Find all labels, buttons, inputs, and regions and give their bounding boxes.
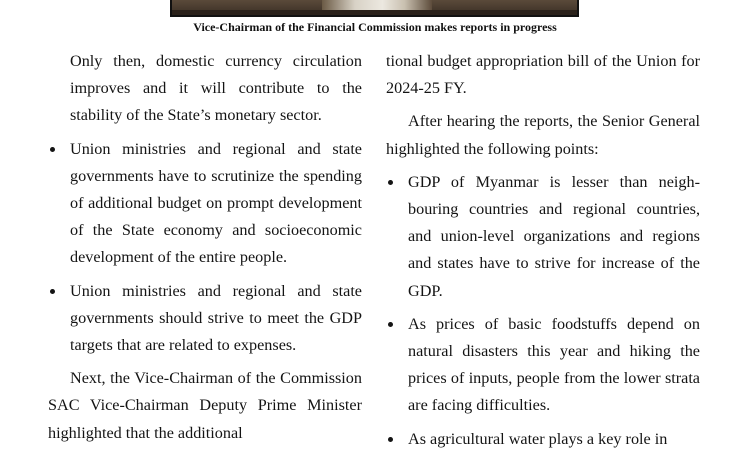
right-continuation-text: tional budget appropriation bill of the Union for 2024-25 FY. bbox=[386, 52, 700, 98]
right-bullet-text: GDP of Myanmar is lesser than neighbouring countries and regional countries, and union-level organizations and regions and states have to strive for increase of the GDP. bbox=[408, 172, 700, 300]
bullet-icon bbox=[388, 322, 393, 327]
left-bullet-text: Union ministries and regional and state governments have to scrutinize the spending of additional budget on prompt development of the State economy and socioeconomic development of the entire people. bbox=[70, 139, 362, 267]
right-paragraph: After hearing the reports, the Senior General highlighted the following points: bbox=[386, 112, 700, 158]
right-bullet-item bbox=[386, 311, 700, 420]
left-paragraph: Next, the Vice-Chairman of the Commission SAC Vice-Chairman Deputy Prime Minister highlighted that the additional bbox=[48, 369, 362, 442]
bullet-icon bbox=[388, 180, 393, 185]
left-bullet-text: Union ministries and regional and state governments should strive to meet the GDP targets that are related to expenses. bbox=[70, 281, 362, 355]
bullet-icon bbox=[50, 289, 55, 294]
photo-caption: Vice-Chairman of the Financial Commission makes reports in progress bbox=[193, 20, 557, 34]
report-photo bbox=[170, 0, 579, 17]
right-bullet-list bbox=[386, 169, 700, 453]
right-bullet-item bbox=[386, 169, 700, 305]
right-bullet-text: As prices of basic foodstuffs depend on natural disasters this year and hiking the prices of inputs, people from the lower strata are facing difficulties. bbox=[408, 314, 700, 415]
left-bullet-item bbox=[48, 278, 362, 360]
left-column bbox=[48, 48, 362, 453]
bullet-icon bbox=[388, 437, 393, 442]
right-bullet-item bbox=[386, 426, 700, 453]
left-bullet-list bbox=[48, 136, 362, 360]
photo-desk bbox=[172, 10, 577, 15]
left-bullet-item bbox=[48, 136, 362, 272]
bullet-icon bbox=[50, 147, 55, 152]
left-continuation-text: Only then, domestic currency circulation improves and it will contribute to the stability of the State’s monetary sector. bbox=[70, 52, 362, 125]
right-bullet-text: As agricultural water plays a key role in bbox=[408, 429, 668, 448]
right-column bbox=[386, 48, 700, 459]
